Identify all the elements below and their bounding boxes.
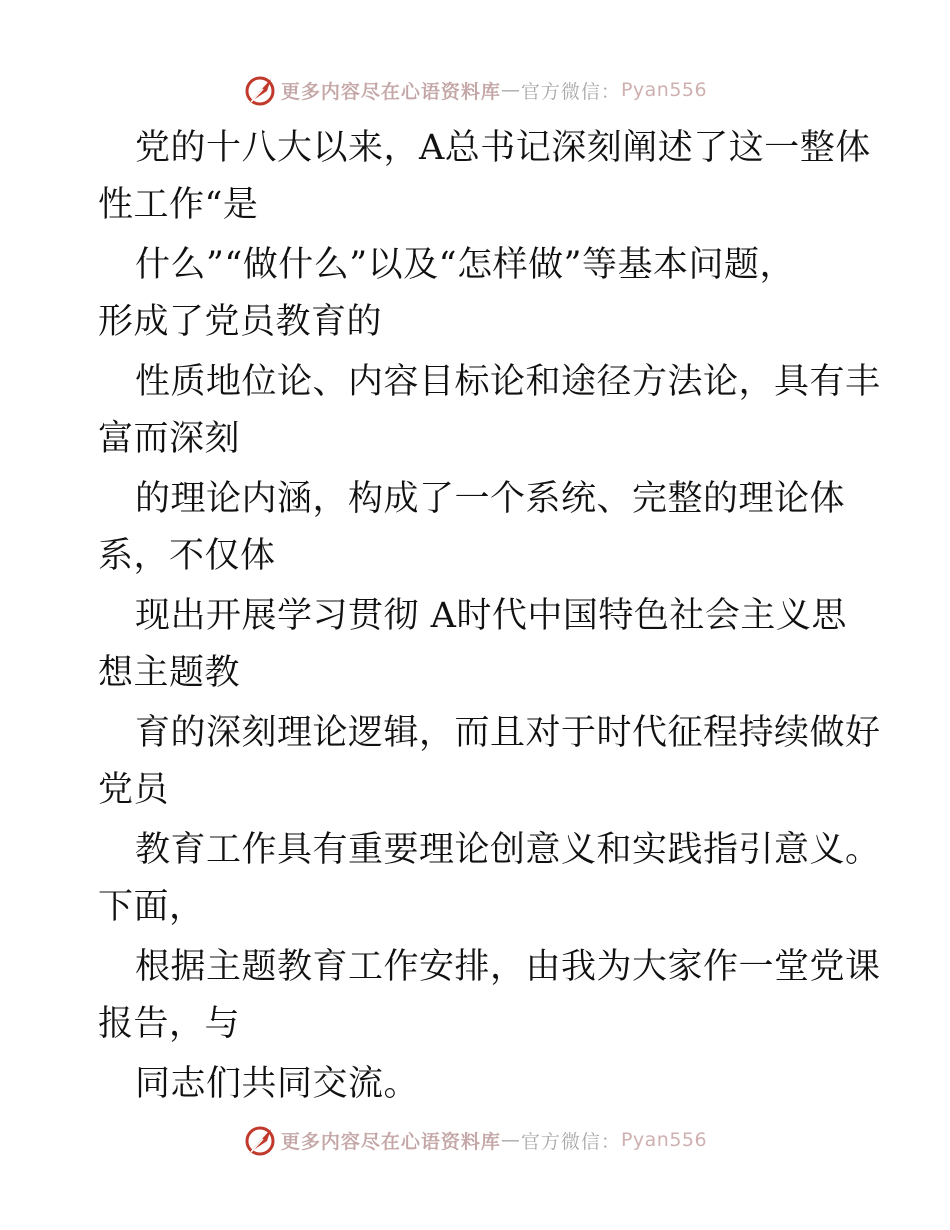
banner-wechat-id: Pyan556 [620,1129,708,1151]
banner-dash: — [500,1129,521,1151]
banner-sub-text: 官方微信： [520,1130,621,1153]
text-line: 党的十八大以来，A总书记深刻阐述了这一整体 [135,128,871,168]
text-line: 报告，与 [98,1004,241,1044]
footer-watermark [0,1120,950,1160]
banner-main-text: 更多内容尽在心语资料库 [280,1130,501,1153]
text-line: 什么”“做什么”以及“怎样做”等基本问题， [135,245,795,285]
text-line: 系，不仅体 [98,536,276,576]
text-line: 现出开展学习贯彻 A时代中国特色社会主义思 [135,596,847,636]
banner-wechat-id: Pyan556 [620,79,708,101]
text-line: 的理论内涵，构成了一个系统、完整的理论体 [135,479,846,519]
text-line: 根据主题教育工作安排，由我为大家作一堂党课 [135,947,881,987]
text-line: 想主题教 [98,653,241,693]
text-line: 教育工作具有重要理论创意义和实践指引意义。 [135,830,881,870]
banner-main-text: 更多内容尽在心语资料库 [280,80,501,103]
text-line: 性质地位论、内容目标论和途径方法论，具有丰 [135,362,881,402]
text-line: 富而深刻 [98,419,241,459]
banner-dash: — [500,79,521,101]
banner-sub-text: 官方微信： [520,80,621,103]
text-line: 下面， [98,887,205,927]
text-line: 同志们共同交流。 [135,1064,420,1104]
text-line: 育的深刻理论逻辑，而且对于时代征程持续做好 [135,713,881,753]
text-line: 性工作“是 [98,185,259,225]
text-line: 党员 [98,770,170,810]
text-line: 形成了党员教育的 [98,302,383,342]
quill-logo-icon [243,1123,277,1157]
